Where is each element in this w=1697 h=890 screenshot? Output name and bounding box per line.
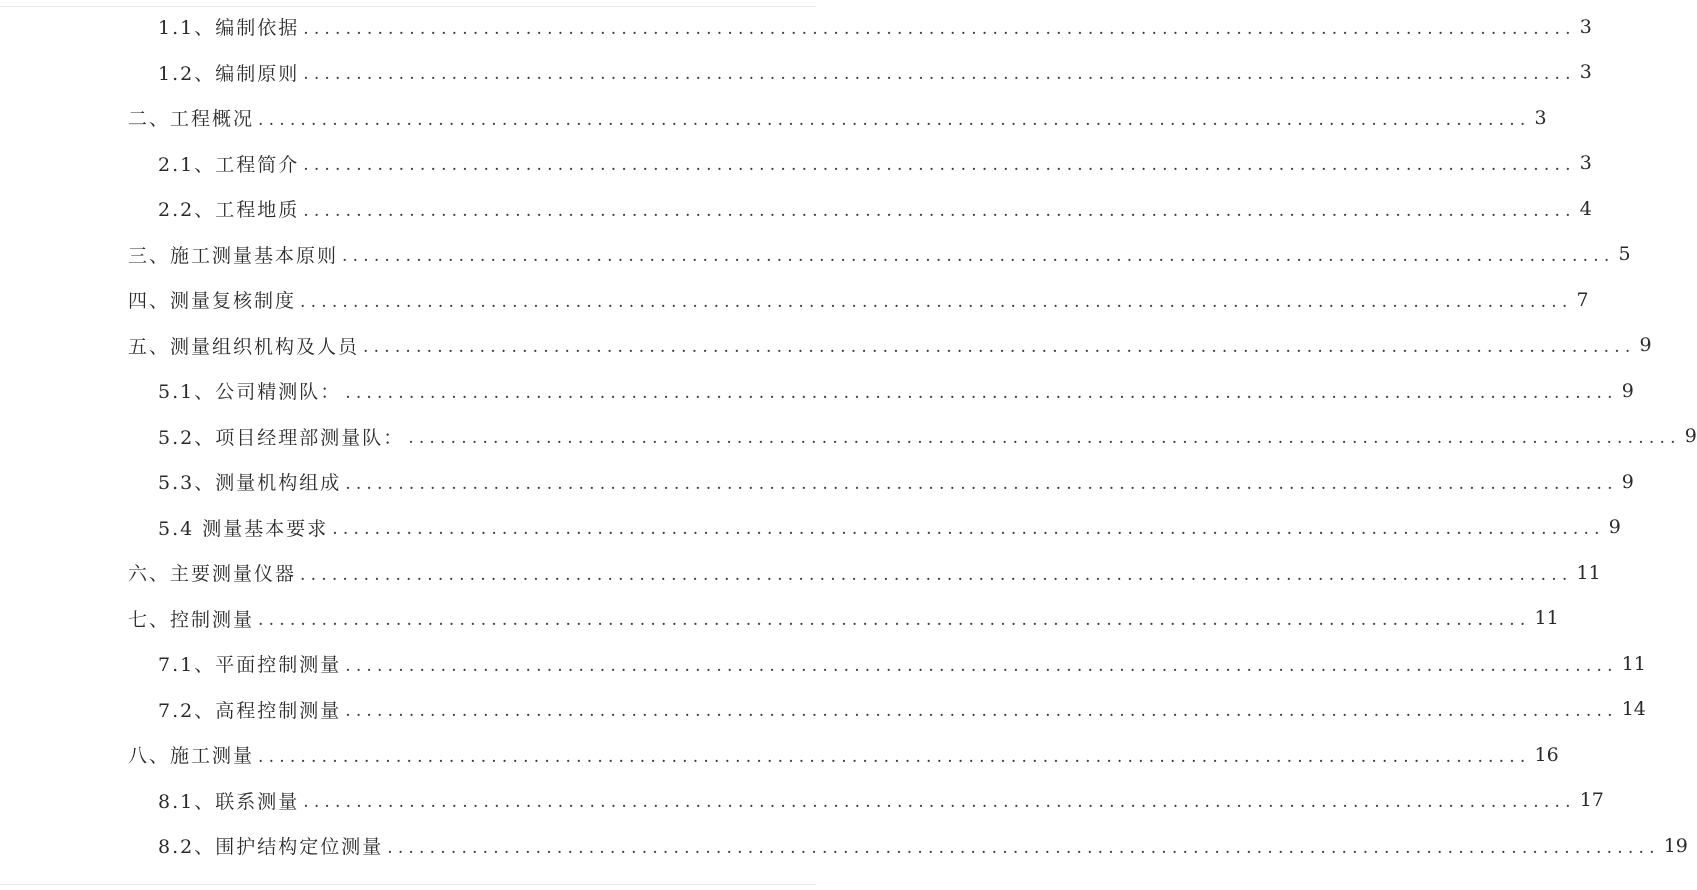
toc-entry-title: 2.1、工程简介: [158, 153, 300, 176]
toc-dot-leader: ........................................................................................................................: [303, 792, 1576, 813]
toc-entry[interactable]: [0, 323, 1652, 369]
toc-dot-leader: ........................................................................................................................: [303, 18, 1576, 39]
toc-entry[interactable]: [0, 232, 1631, 278]
page-bottom-divider: [0, 884, 816, 885]
toc-entry-title: 六、主要测量仪器: [128, 563, 297, 586]
toc-entry[interactable]: [0, 277, 1589, 323]
toc-entry-page-number: 11: [1534, 607, 1559, 630]
toc-entry-title: 5.3、测量机构组成: [158, 472, 342, 495]
toc-entry-title: 1.1、编制依据: [158, 17, 300, 40]
toc-entry-title: 8.1、联系测量: [158, 790, 300, 813]
toc-entry-title: 2.2、工程地质: [158, 199, 300, 222]
toc-dot-leader: ........................................................................................................................: [387, 837, 1660, 858]
toc-entry[interactable]: [0, 550, 1601, 596]
toc-dot-leader: ........................................................................................................................: [300, 564, 1573, 585]
toc-dot-leader: ........................................................................................................................: [345, 655, 1618, 676]
toc-entry[interactable]: [0, 368, 1634, 414]
toc-dot-leader: ........................................................................................................................: [303, 155, 1576, 176]
toc-dot-leader: ........................................................................................................................: [345, 382, 1618, 403]
toc-entry-page-number: 3: [1534, 106, 1547, 129]
toc-entry-title: 五、测量组织机构及人员: [128, 335, 360, 358]
toc-entry[interactable]: [0, 505, 1621, 551]
toc-entry-page-number: 16: [1534, 743, 1559, 766]
toc-dot-leader: ........................................................................................................................: [258, 109, 1531, 130]
toc-entry-page-number: 3: [1579, 61, 1592, 84]
toc-entry-page-number: 11: [1621, 652, 1646, 675]
toc-dot-leader: ........................................................................................................................: [300, 291, 1573, 312]
toc-entry[interactable]: [0, 596, 1559, 642]
toc-entry-title: 5.1、公司精测队：: [158, 381, 342, 404]
toc-entry[interactable]: [0, 778, 1604, 824]
toc-entry[interactable]: [0, 95, 1547, 141]
toc-entry-page-number: 19: [1663, 834, 1688, 857]
toc-dot-leader: ........................................................................................................................: [258, 746, 1531, 767]
toc-entry[interactable]: [0, 687, 1646, 733]
toc-entry-title: 1.2、编制原则: [158, 62, 300, 85]
toc-entry-page-number: 5: [1618, 243, 1631, 266]
toc-entry-title: 7.2、高程控制测量: [158, 699, 342, 722]
toc-entry-title: 8.2、围护结构定位测量: [158, 836, 384, 859]
toc-entry-title: 5.2、项目经理部测量队：: [158, 426, 405, 449]
toc-dot-leader: ........................................................................................................................: [258, 610, 1531, 631]
toc-entry[interactable]: [0, 186, 1592, 232]
toc-entry-title: 7.1、平面控制测量: [158, 654, 342, 677]
table-of-contents: [0, 4, 1697, 869]
toc-dot-leader: ........................................................................................................................: [345, 473, 1618, 494]
toc-dot-leader: ........................................................................................................................: [408, 428, 1681, 449]
toc-entry-page-number: 9: [1639, 334, 1652, 357]
toc-dot-leader: ........................................................................................................................: [303, 200, 1576, 221]
toc-entry[interactable]: [0, 50, 1592, 96]
toc-entry-page-number: 9: [1621, 379, 1634, 402]
toc-dot-leader: ........................................................................................................................: [345, 701, 1618, 722]
toc-entry-page-number: 7: [1576, 288, 1589, 311]
toc-entry-page-number: 3: [1579, 152, 1592, 175]
toc-entry-title: 七、控制测量: [128, 608, 255, 631]
toc-entry-title: 三、施工测量基本原则: [128, 244, 339, 267]
toc-entry[interactable]: [0, 4, 1592, 50]
toc-entry[interactable]: [0, 823, 1688, 869]
toc-entry-page-number: 4: [1579, 197, 1592, 220]
toc-entry-title: 5.4 测量基本要求: [158, 517, 329, 540]
toc-entry[interactable]: [0, 414, 1697, 460]
toc-entry[interactable]: [0, 732, 1559, 778]
toc-entry-page-number: 9: [1621, 470, 1634, 493]
toc-dot-leader: ........................................................................................................................: [303, 64, 1576, 85]
toc-dot-leader: ........................................................................................................................: [342, 246, 1615, 267]
toc-entry-page-number: 14: [1621, 698, 1646, 721]
toc-entry[interactable]: [0, 641, 1646, 687]
toc-entry[interactable]: [0, 141, 1592, 187]
toc-entry-page-number: 9: [1608, 516, 1621, 539]
toc-entry-page-number: 11: [1576, 561, 1601, 584]
toc-dot-leader: ........................................................................................................................: [363, 337, 1636, 358]
toc-dot-leader: ........................................................................................................................: [332, 519, 1605, 540]
toc-entry-title: 四、测量复核制度: [128, 290, 297, 313]
toc-entry-title: 二、工程概况: [128, 108, 255, 131]
toc-entry-title: 八、施工测量: [128, 745, 255, 768]
toc-entry-page-number: 9: [1684, 425, 1697, 448]
toc-entry[interactable]: [0, 459, 1634, 505]
toc-entry-page-number: 3: [1579, 15, 1592, 38]
toc-entry-page-number: 17: [1579, 789, 1604, 812]
